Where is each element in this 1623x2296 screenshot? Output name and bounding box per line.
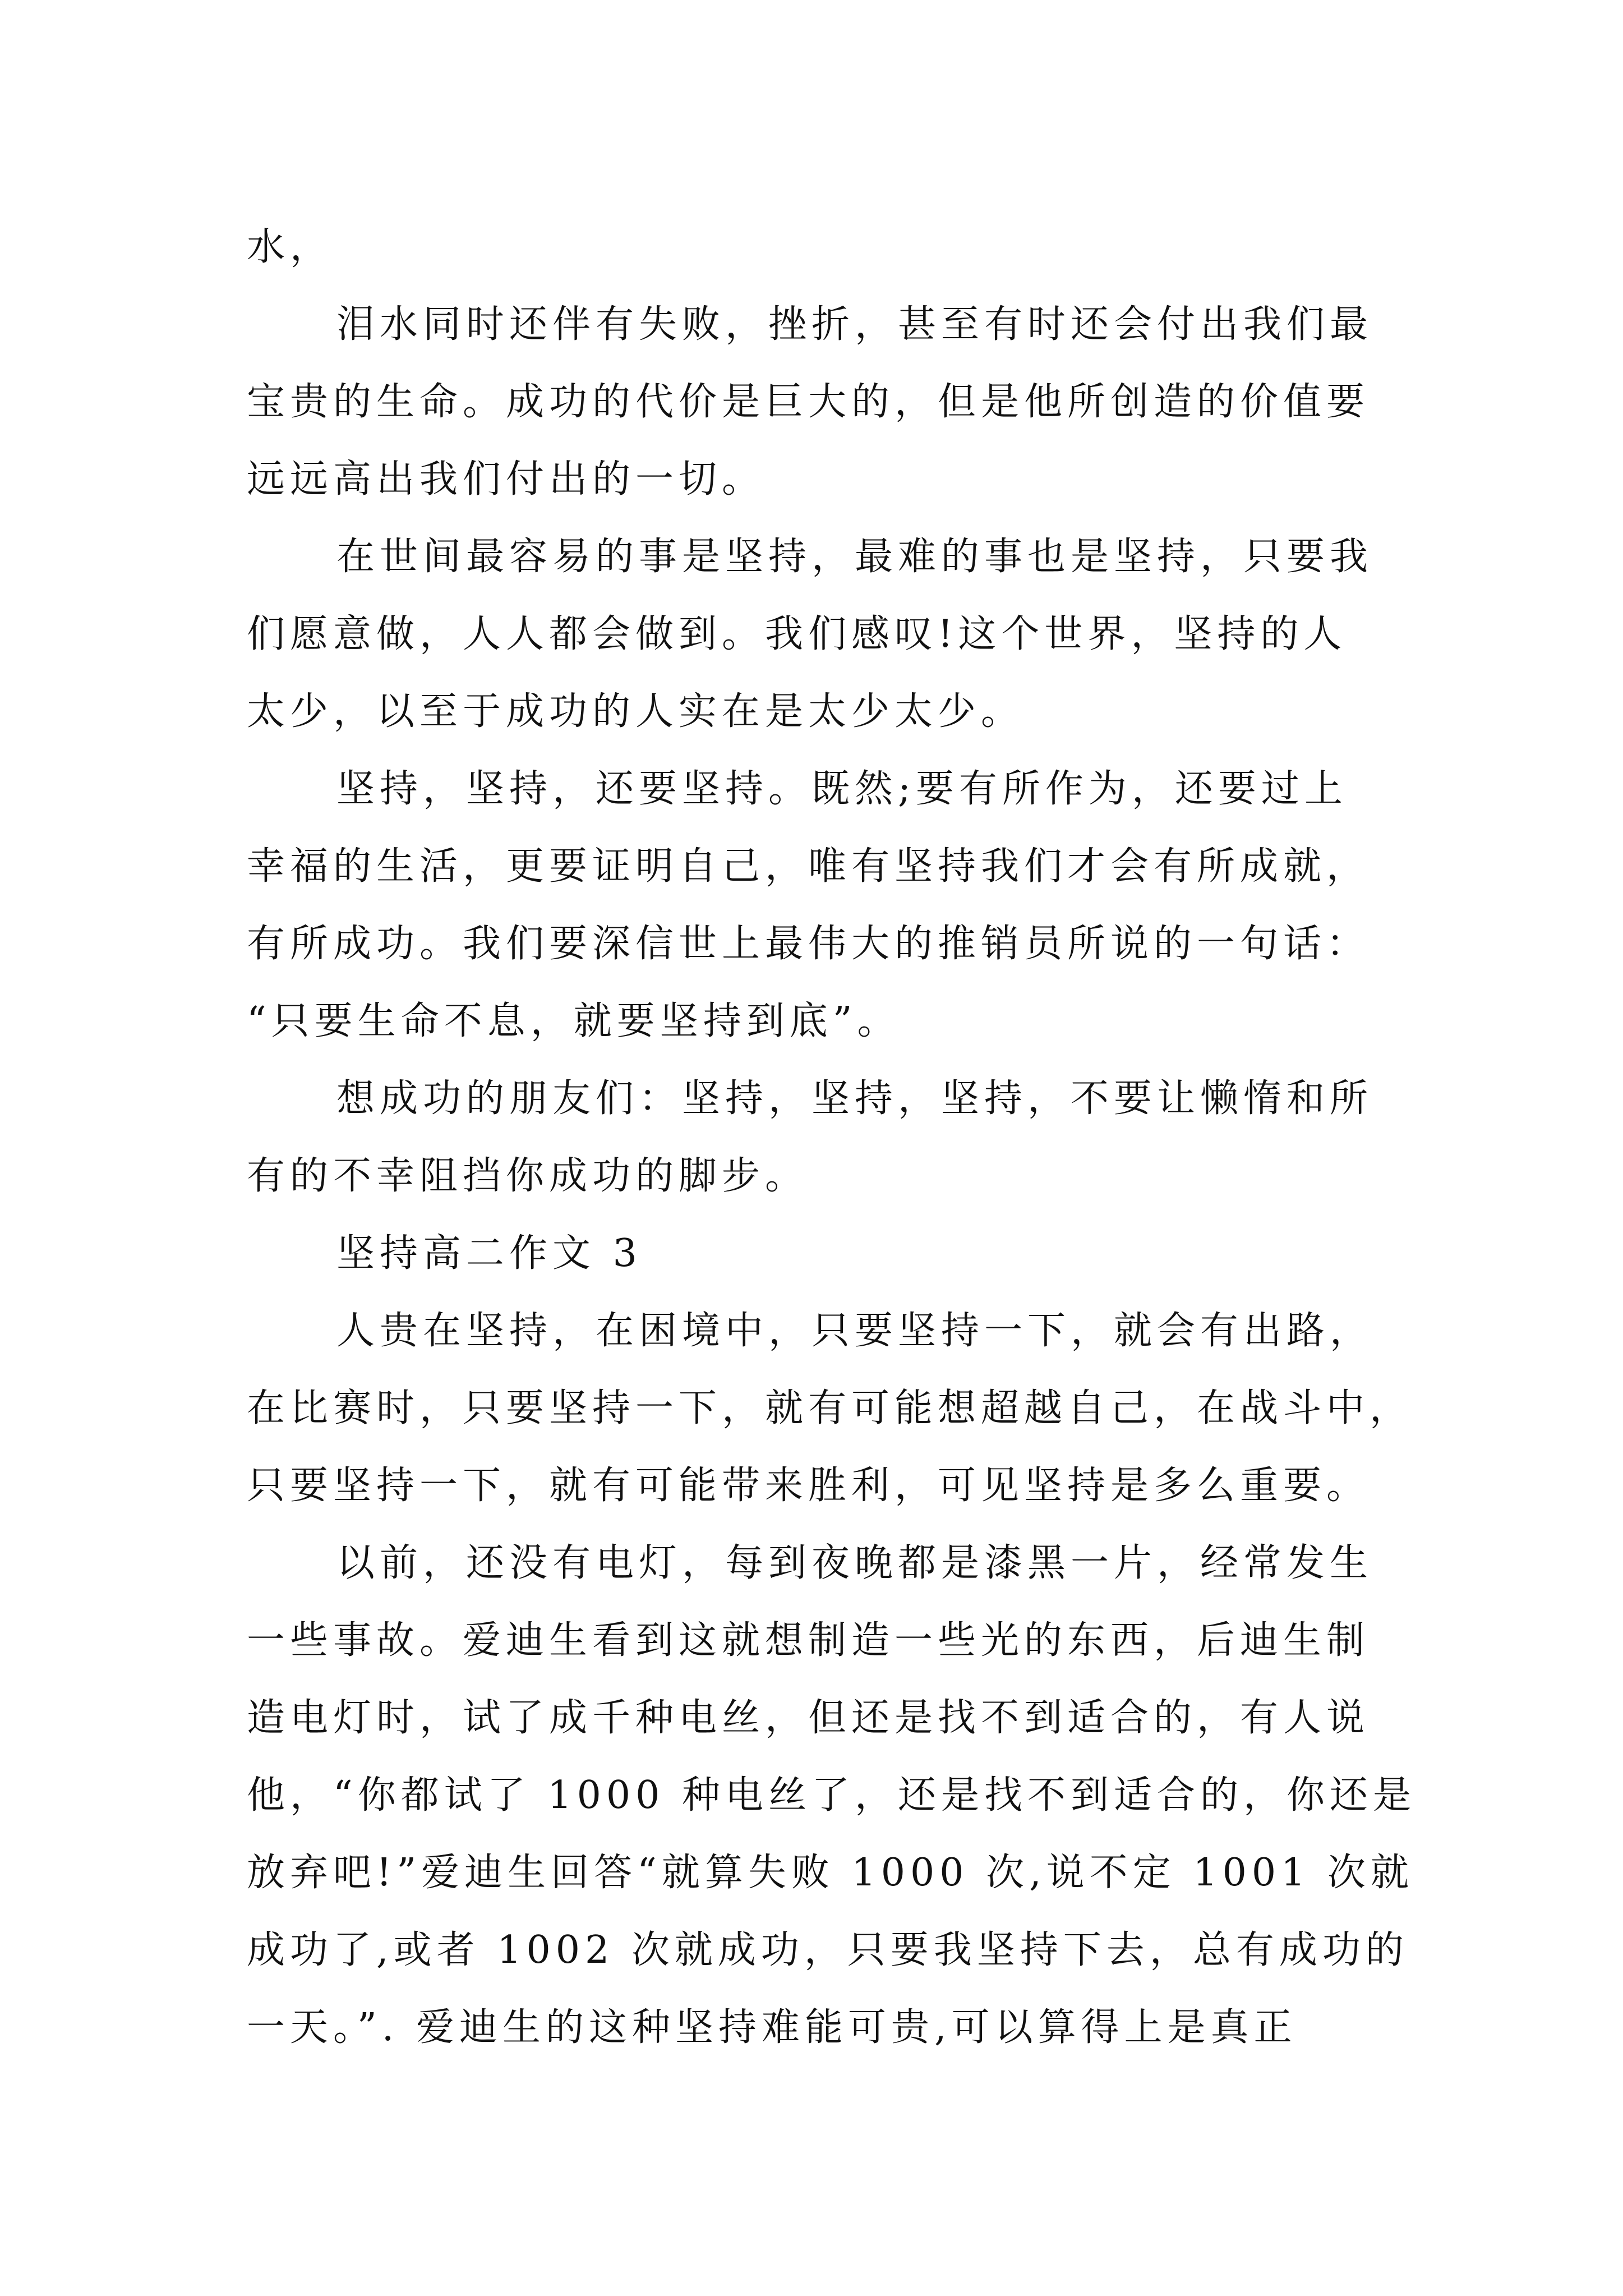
text-line: 坚持，坚持，还要坚持。既然;要有所作为，还要过上 xyxy=(336,767,1348,811)
text-line: 有所成功。我们要深信世上最伟大的推销员所说的一句话： xyxy=(247,922,1370,966)
text-line: 有的不幸阻挡你成功的脚步。 xyxy=(247,1154,809,1198)
text-line: 太少，以至于成功的人实在是太少太少。 xyxy=(247,689,1025,734)
text-line: “只要生命不息，就要坚持到底”。 xyxy=(247,999,901,1043)
text-line: 人贵在坚持，在困境中，只要坚持一下，就会有出路， xyxy=(336,1309,1373,1353)
essay-text xyxy=(247,209,1417,2067)
text-line: 他，“你都试了 1000 种电丝了，还是找不到适合的，你还是 xyxy=(247,1773,1417,1818)
text-line: 们愿意做，人人都会做到。我们感叹!这个世界，坚持的人 xyxy=(247,612,1347,656)
text-line: 造电灯时，试了成千种电丝，但还是找不到适合的，有人说 xyxy=(247,1696,1370,1740)
text-line: 水， xyxy=(247,225,334,269)
text-line: 一天。”. 爱迪生的这种坚持难能可贵,可以算得上是真正 xyxy=(247,2005,1297,2050)
text-line: 成功了,或者 1002 次就成功，只要我坚持下去，总有成功的 xyxy=(247,1928,1409,1972)
text-line: 想成功的朋友们：坚持，坚持，坚持，不要让懒惰和所 xyxy=(336,1076,1373,1121)
text-line: 放弃吧!”爱迪生回答“就算失败 1000 次,说不定 1001 次就 xyxy=(247,1851,1414,1895)
text-line: 泪水同时还伴有失败，挫折，甚至有时还会付出我们最 xyxy=(336,302,1373,347)
text-line: 在比赛时，只要坚持一下，就有可能想超越自己，在战斗中， xyxy=(247,1386,1413,1430)
text-line: 以前，还没有电灯，每到夜晚都是漆黑一片，经常发生 xyxy=(336,1541,1373,1585)
section-heading: 坚持高二作文 3 xyxy=(336,1231,642,1276)
text-line: 只要坚持一下，就有可能带来胜利，可见坚持是多么重要。 xyxy=(247,1464,1370,1508)
text-line: 宝贵的生命。成功的代价是巨大的，但是他所创造的价值要 xyxy=(247,380,1370,424)
text-line: 幸福的生活，更要证明自己，唯有坚持我们才会有所成就， xyxy=(247,844,1370,889)
text-line: 远远高出我们付出的一切。 xyxy=(247,457,766,501)
text-line: 一些事故。爱迪生看到这就想制造一些光的东西，后迪生制 xyxy=(247,1618,1370,1663)
text-line: 在世间最容易的事是坚持，最难的事也是坚持，只要我 xyxy=(336,535,1373,579)
